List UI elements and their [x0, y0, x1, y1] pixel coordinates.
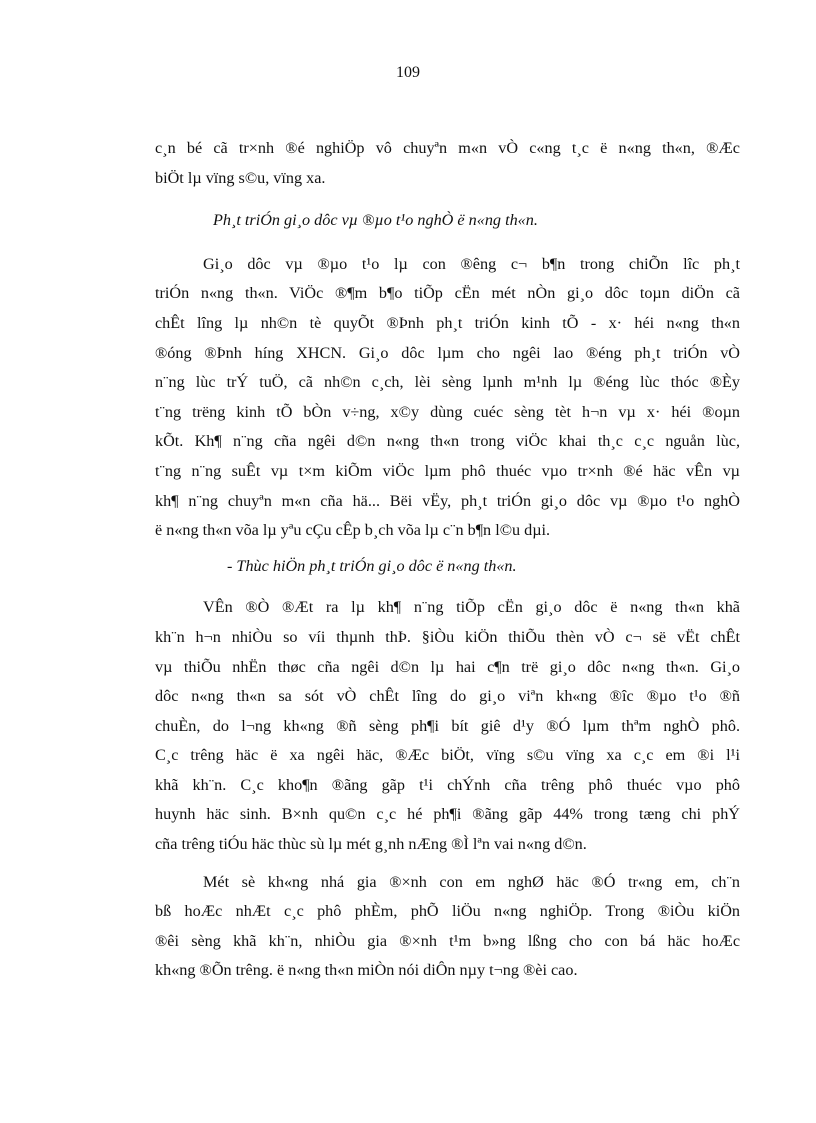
- text-line: huynh häc sinh. B×nh qu©n c¸c hé ph¶i ®ãng gãp 44% trong tæng chi phÝ: [155, 805, 740, 824]
- body-paragraph: [155, 593, 740, 859]
- text-line: c¸n bé cã tr×nh ®é nghiÖp vô chuyªn m«n vÒ c«ng t¸c ë n«ng th«n, ®Æc: [155, 139, 740, 157]
- text-line: kh¨n h¬n nhiÒu so víi thµnh thÞ. §iÒu kiÖn thiÕu thèn vÒ c¬ së vËt chÊt: [155, 627, 740, 646]
- text-line: chuÈn, do l¬ng kh«ng ®ñ sèng ph¶i bít giê d¹y ®Ó lµm thªm nghÒ phô.: [155, 716, 740, 735]
- body-paragraph: [155, 868, 740, 986]
- text-line: n¨ng lùc trÝ tuÖ, cã nh©n c¸ch, lèi sèng lµnh m¹nh lµ ®éng lùc thóc ®Èy: [155, 373, 740, 392]
- section-heading: Ph¸t triÓn gi¸o dôc vµ ®µo t¹o nghÒ ë n«ng th«n.: [213, 211, 538, 230]
- text-line: VÊn ®Ò ®Æt ra lµ kh¶ n¨ng tiÕp cËn gi¸o dôc ë n«ng th«n khã: [203, 598, 740, 617]
- text-line: ®óng ®Þnh híng XHCN. Gi¸o dôc lµm cho ngêi lao ®éng ph¸t triÓn vÒ: [155, 343, 740, 362]
- body-paragraph: [155, 134, 740, 193]
- text-line: kÕt. Kh¶ n¨ng cña ngêi d©n n«ng th«n trong viÖc khai th¸c c¸c nguån lùc,: [155, 432, 740, 451]
- text-line: ®êi sèng khã kh¨n, nhiÒu gia ®×nh t¹m b»ng lßng cho con bá häc hoÆc: [155, 931, 740, 950]
- text-line: Gi¸o dôc vµ ®µo t¹o lµ con ®êng c¬ b¶n trong chiÕn lîc ph¸t: [203, 254, 740, 273]
- text-line: chÊt lîng lµ nh©n tè quyÕt ®Þnh ph¸t triÓn kinh tÕ - x· héi n«ng th«n: [155, 313, 740, 332]
- text-line: dôc n«ng th«n sa sót vÒ chÊt lîng do gi¸o viªn kh«ng ®îc ®µo t¹o ®ñ: [155, 687, 740, 706]
- page-number: 109: [396, 64, 420, 81]
- text-line: khã kh¨n. C¸c kho¶n ®ãng gãp t¹i chÝnh cña trêng phô thuéc vµo phô: [155, 775, 740, 794]
- text-line: t¨ng trëng kinh tÕ bÒn v÷ng, x©y dùng cuéc sèng tèt h¬n vµ x· héi ®oµn: [155, 402, 740, 421]
- text-line: biÖt lµ vïng s©u, vïng xa.: [155, 168, 326, 187]
- document-body: [155, 134, 740, 986]
- text-line: kh«ng ®Õn trêng. ë n«ng th«n miÒn nói diÔn nµy t¬ng ®èi cao.: [155, 961, 578, 980]
- text-line: triÓn n«ng th«n. ViÖc ®¶m b¶o tiÕp cËn mét nÒn gi¸o dôc toµn diÖn cã: [155, 284, 740, 303]
- text-line: cña trêng tiÓu häc thùc sù lµ mét g¸nh nÆng ®Ì lªn vai n«ng d©n.: [155, 835, 587, 854]
- text-line: Mét sè kh«ng nhá gia ®×nh con em nghØ häc ®Ó tr«ng em, ch¨n: [203, 872, 740, 891]
- text-line: kh¶ n¨ng chuyªn m«n cña hä... Bëi vËy, ph¸t triÓn gi¸o dôc vµ ®µo t¹o nghÒ: [155, 491, 740, 510]
- section-heading: - Thùc hiÖn ph¸t triÓn gi¸o dôc ë n«ng th«n.: [227, 556, 517, 575]
- text-line: ë n«ng th«n võa lµ yªu cÇu cÊp b¸ch võa lµ c¨n b¶n l©u dµi.: [155, 521, 551, 540]
- text-line: bß hoÆc nhÆt c¸c phô phÈm, phÕ liÖu n«ng nghiÖp. Trong ®iÒu kiÖn: [155, 902, 740, 921]
- text-line: C¸c trêng häc ë xa ngêi häc, ®Æc biÖt, vïng s©u vïng xa c¸c em ®i l¹i: [155, 746, 740, 765]
- text-line: vµ thiÕu nhËn thøc cña ngêi d©n lµ hai c¶n trë gi¸o dôc n«ng th«n. Gi¸o: [155, 657, 740, 676]
- text-line: t¨ng n¨ng suÊt vµ t×m kiÕm viÖc lµm phô thuéc vµo tr×nh ®é häc vÊn vµ: [155, 461, 740, 480]
- body-paragraph: [155, 250, 740, 546]
